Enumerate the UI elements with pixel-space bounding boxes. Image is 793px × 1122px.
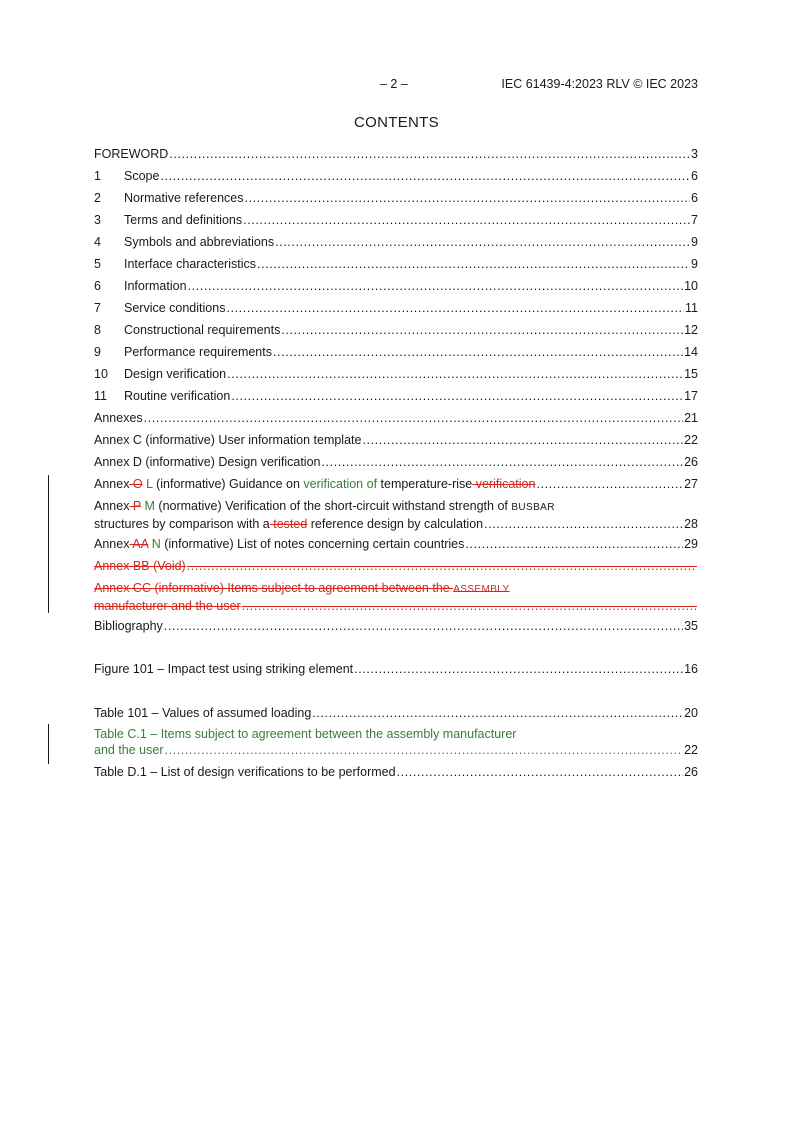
page-number: – 2 –: [380, 77, 408, 91]
toc-entry-annex-n[interactable]: Annex AA N (informative) List of notes concerning certain countries ..... 29: [94, 536, 698, 552]
toc-entry-clause-4[interactable]: 4 Symbols and abbreviations ..... 9: [94, 234, 698, 250]
toc-entry-table-c1[interactable]: Table C.1 – Items subject to agreement between the assembly manufacturer and the user ..... 22: [94, 726, 698, 758]
standard-reference: IEC 61439-4:2023 RLV © IEC 2023: [501, 77, 698, 91]
toc-entry-clause-5[interactable]: 5 Interface characteristics ..... 9: [94, 256, 698, 272]
toc-entry-table-101[interactable]: Table 101 – Values of assumed loading ..... 20: [94, 705, 698, 721]
inserted-text: verification of: [303, 477, 378, 491]
inserted-text: M: [141, 499, 155, 513]
toc-entry-annex-c[interactable]: Annex C (informative) User information template ..... 22: [94, 432, 698, 448]
toc-entry-figure-101[interactable]: Figure 101 – Impact test using striking element ..... 16: [94, 661, 698, 677]
toc-entry-clause-3[interactable]: 3 Terms and definitions ..... 7: [94, 212, 698, 228]
toc-entry-clause-10[interactable]: 10 Design verification ..... 15: [94, 366, 698, 382]
contents-title: CONTENTS: [354, 114, 439, 131]
inserted-text: N: [148, 537, 161, 551]
deleted-text: AA: [129, 537, 149, 551]
change-bar: [48, 475, 49, 613]
toc-entry-clause-7[interactable]: 7 Service conditions ..... 11: [94, 300, 698, 316]
deleted-text: P: [129, 499, 142, 513]
toc-entry-foreword[interactable]: FOREWORD ..... 3: [94, 146, 698, 162]
toc-entry-annexes[interactable]: Annexes ..... 21: [94, 410, 698, 426]
toc-entry-bibliography[interactable]: Bibliography ..... 35: [94, 618, 698, 634]
toc-entry-clause-2[interactable]: 2 Normative references ..... 6: [94, 190, 698, 206]
toc-entry-table-d1[interactable]: Table D.1 – List of design verifications to be performed ..... 26: [94, 764, 698, 780]
deleted-text: verification: [472, 477, 536, 491]
deleted-text: O: [129, 477, 143, 491]
toc-entry-clause-1[interactable]: 1 Scope ..... 6: [94, 168, 698, 184]
change-bar: [48, 724, 49, 764]
toc-entry-clause-6[interactable]: 6 Information ..... 10: [94, 278, 698, 294]
toc-entry-clause-9[interactable]: 9 Performance requirements ..... 14: [94, 344, 698, 360]
toc-entry-annex-l[interactable]: Annex O L (informative) Guidance on verification of temperature-rise verification ..... 27: [94, 476, 698, 492]
toc-entry-annex-d[interactable]: Annex D (informative) Design verification ..... 26: [94, 454, 698, 470]
toc-entry-annex-bb-deleted[interactable]: Annex BB (Void) .....: [94, 558, 698, 574]
inserted-text: L: [142, 477, 153, 491]
toc-entry-annex-m[interactable]: Annex P M (normative) Verification of the short-circuit withstand strength of BUSBAR structures by comparison with a tested reference design by calculation ..... 28: [94, 498, 698, 532]
toc-entry-annex-cc-deleted[interactable]: Annex CC (informative) Items subject to agreement between the ASSEMBLY manufacturer and the user .....: [94, 580, 698, 614]
toc-entry-clause-8[interactable]: 8 Constructional requirements ..... 12: [94, 322, 698, 338]
toc-entry-clause-11[interactable]: 11 Routine verification ..... 17: [94, 388, 698, 404]
page-header: [0, 76, 793, 92]
deleted-text: tested: [269, 517, 308, 531]
